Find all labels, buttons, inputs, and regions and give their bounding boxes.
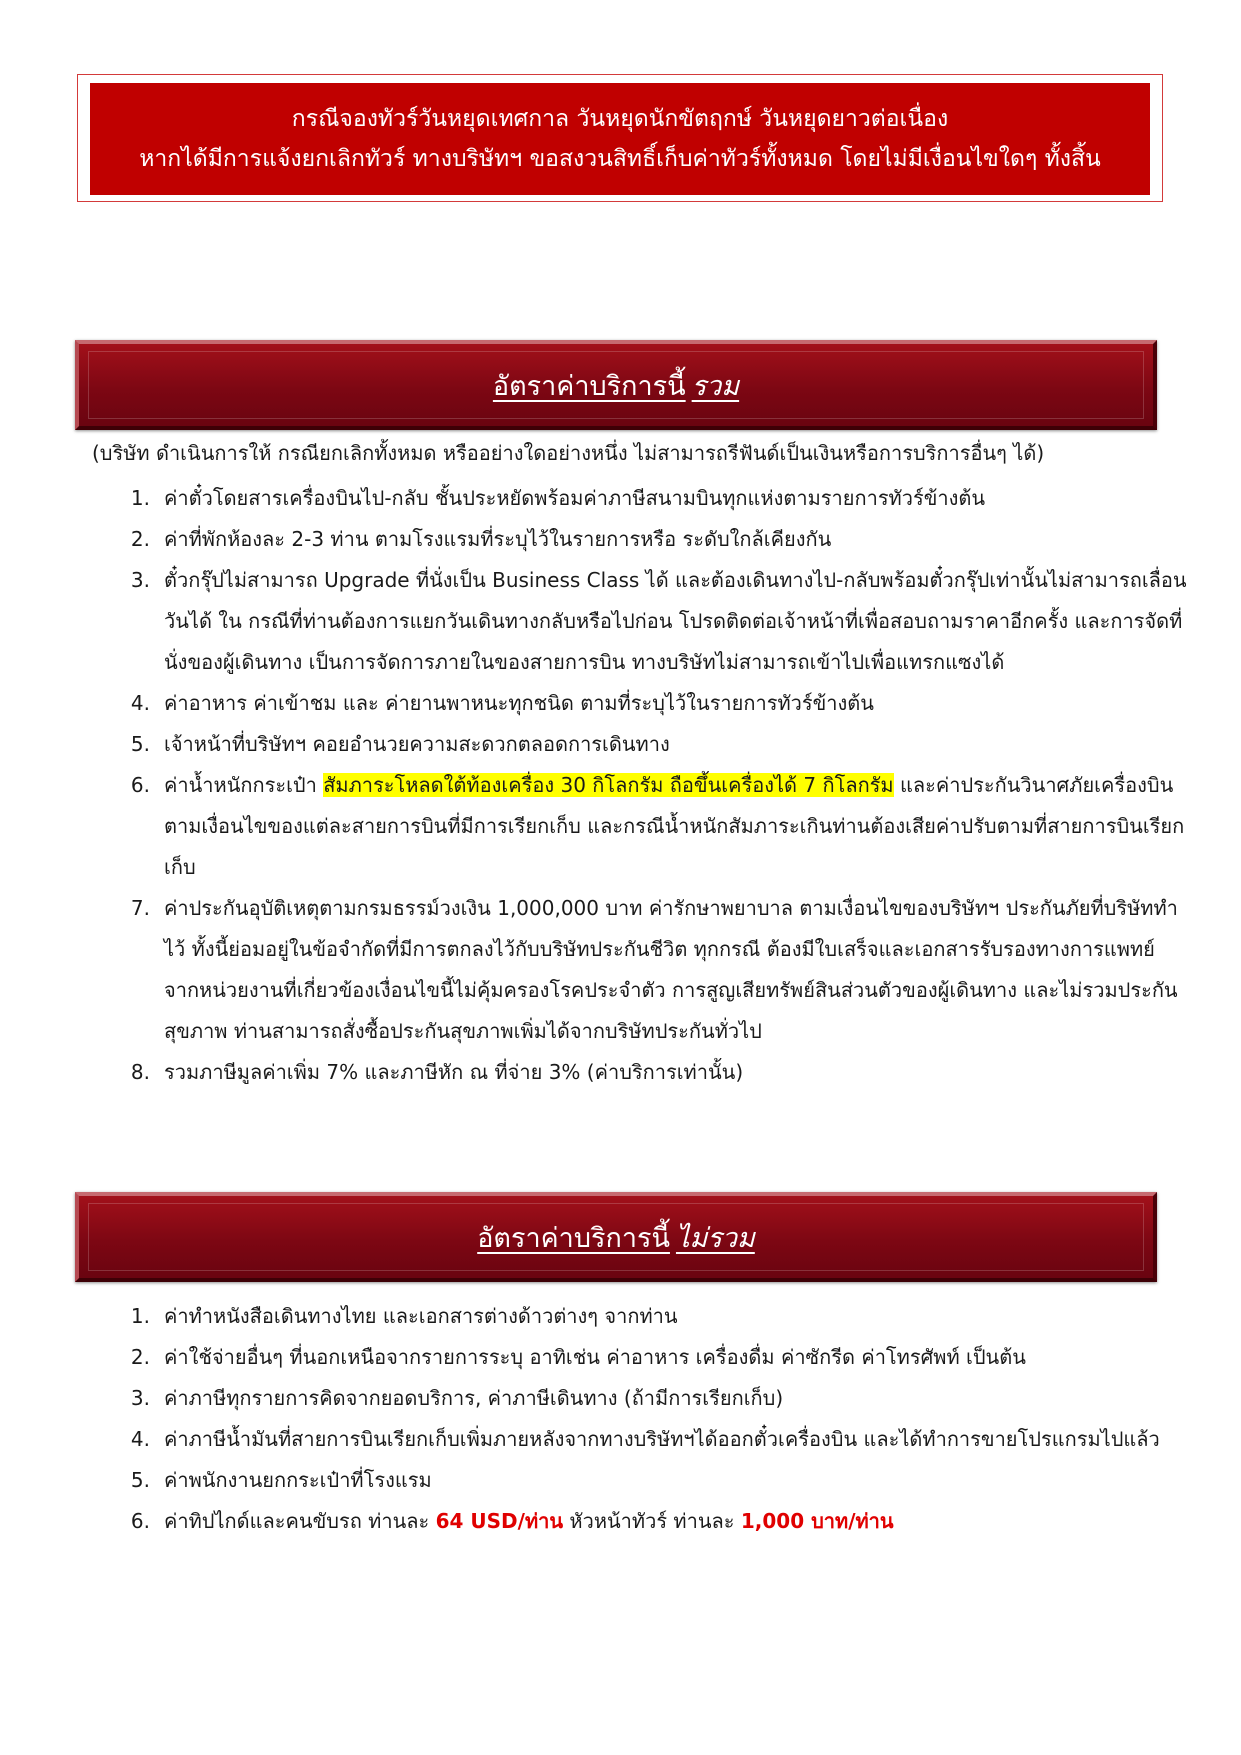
- item-text: ค่าอาหาร ค่าเข้าชม และ ค่ายานพาหนะทุกชนิด ตามที่ระบุไว้ในรายการทัวร์ข้างต้น: [164, 691, 874, 715]
- item-number: 5.: [130, 1468, 150, 1492]
- item-number: 2.: [130, 527, 150, 551]
- item-number: 3.: [130, 568, 150, 592]
- item-text: ค่าภาษีน้ำมันที่สายการบินเรียกเก็บเพิ่มภายหลังจากทางบริษัทฯได้ออกตั๋วเครื่องบิน และได้ทำการขายโปรแกรมไปแล้ว: [164, 1427, 1160, 1451]
- list-item: [108, 1337, 1188, 1378]
- guide-tip-amount: 64 USD/ท่าน: [435, 1509, 564, 1533]
- item-text: ค่าพนักงานยกกระเป๋าที่โรงแรม: [164, 1468, 432, 1492]
- item-number: 3.: [130, 1386, 150, 1410]
- excluded-list: [108, 1296, 1188, 1542]
- list-item: [108, 888, 1188, 1052]
- item-number: 1.: [130, 1304, 150, 1328]
- list-item: [108, 1419, 1188, 1460]
- item-text: ค่าที่พักห้องละ 2-3 ท่าน ตามโรงแรมที่ระบุไว้ในรายการหรือ ระดับใกล้เคียงกัน: [164, 527, 832, 551]
- list-item: [108, 1460, 1188, 1501]
- excluded-title-emphasis: ไม่รวม: [675, 1222, 755, 1254]
- baggage-text-pre: ค่าน้ำหนักกระเป๋า: [164, 773, 324, 797]
- item-text: ค่าตั๋วโดยสารเครื่องบินไป-กลับ ชั้นประหยัดพร้อมค่าภาษีสนามบินทุกแห่งตามรายการทัวร์ข้างต้น: [164, 486, 986, 510]
- cancellation-notice: [90, 83, 1150, 195]
- baggage-text-post: และค่าประกันวินาศภัยเครื่องบินตามเงื่อนไขของแต่ละสายการบินที่มีการเรียกเก็บ และกรณีน้ำหนักสัมภาระเกินท่านต้องเสียค่าปรับตามที่สายการบินเรียกเก็บ: [164, 773, 1185, 879]
- item-text: ค่าใช้จ่ายอื่นๆ ที่นอกเหนือจากรายการระบุ อาทิเช่น ค่าอาหาร เครื่องดื่ม ค่าซักรีด ค่าโทรศัพท์ เป็นต้น: [164, 1345, 1026, 1369]
- item-text: [164, 1501, 1188, 1542]
- item-text: เจ้าหน้าที่บริษัทฯ คอยอำนวยความสะดวกตลอดการเดินทาง: [164, 732, 670, 756]
- excluded-section-banner: [75, 1192, 1157, 1282]
- item-text: ค่าภาษีทุกรายการคิดจากยอดบริการ, ค่าภาษีเดินทาง (ถ้ามีการเรียกเก็บ): [164, 1386, 784, 1410]
- list-item: [108, 683, 1188, 724]
- list-item: [108, 1052, 1188, 1093]
- item-text: ค่าทำหนังสือเดินทางไทย และเอกสารต่างด้าวต่างๆ จากท่าน: [164, 1304, 678, 1328]
- item-number: 5.: [130, 732, 150, 756]
- notice-line-1: กรณีจองทัวร์วันหยุดเทศกาล วันหยุดนักขัตฤกษ์ วันหยุดยาวต่อเนื่อง: [291, 106, 949, 132]
- tour-leader-tip-amount: 1,000 บาท/ท่าน: [740, 1509, 894, 1533]
- item-number: 6.: [130, 773, 150, 797]
- item-text: รวมภาษีมูลค่าเพิ่ม 7% และภาษีหัก ณ ที่จ่าย 3% (ค่าบริการเท่านั้น): [164, 1060, 744, 1084]
- item-number: 4.: [130, 1427, 150, 1451]
- included-title-emphasis: รวม: [691, 370, 740, 402]
- item-number: 1.: [130, 486, 150, 510]
- list-item: [108, 1296, 1188, 1337]
- item-number: 6.: [130, 1509, 150, 1533]
- included-section-banner: [75, 340, 1157, 430]
- included-title-text: อัตราค่าบริการนี้: [492, 370, 686, 402]
- list-item: [108, 765, 1188, 888]
- notice-line-2: หากได้มีการแจ้งยกเลิกทัวร์ ทางบริษัทฯ ขอสงวนสิทธิ์เก็บค่าทัวร์ทั้งหมด โดยไม่มีเงื่อนไขใดๆ ทั้งสิ้น: [139, 146, 1101, 172]
- included-list: [108, 478, 1188, 1093]
- item-text: ค่าประกันอุบัติเหตุตามกรมธรรม์วงเงิน 1,000,000 บาท ค่ารักษาพยาบาล ตามเงื่อนไขของบริษัทฯ ประกันภัยที่บริษัททำไว้ ทั้งนี้ย่อมอยู่ในข้อจำกัดที่มีการตกลงไว้กับบริษัทประกันชีวิต ทุกกรณี ต้องมีใบเสร็จและเอกสารรับรองทางการแพทย์ จากหน่วยงานที่เกี่ยวข้องเงื่อนไขนี้ไม่คุ้มครองโรคประจำตัว การสูญเสียทรัพย์สินส่วนตัวของผู้เดินทาง และไม่รวมประกันสุขภาพ ท่านสามารถสั่งซื้อประกันสุขภาพเพิ่มได้จากบริษัทประกันทั่วไป: [164, 896, 1178, 1043]
- list-item: [108, 1501, 1188, 1542]
- included-section-title: [79, 344, 1153, 426]
- item-number: 2.: [130, 1345, 150, 1369]
- item-number: 8.: [130, 1060, 150, 1084]
- excluded-section-title: [79, 1196, 1153, 1278]
- list-item: [108, 478, 1188, 519]
- item-text: ตั๋วกรุ๊ปไม่สามารถ Upgrade ที่นั่งเป็น Business Class ได้ และต้องเดินทางไป-กลับพร้อมตั๋วกรุ๊ปเท่านั้นไม่สามารถเลื่อนวันได้ ใน กรณีที่ท่านต้องการแยกวันเดินทางกลับหรือไปก่อน โปรดติดต่อเจ้าหน้าที่เพื่อสอบถามราคาอีกครั้ง และการจัดที่นั่งของผู้เดินทาง เป็นการจัดการภายในของสายการบิน ทางบริษัทไม่สามารถเข้าไปเพื่อแทรกแซงได้: [164, 568, 1187, 674]
- baggage-allowance-highlight: สัมภาระโหลดใต้ท้องเครื่อง 30 กิโลกรัม ถือขึ้นเครื่องได้ 7 กิโลกรัม: [323, 773, 894, 797]
- list-item: [108, 519, 1188, 560]
- tip-text-pre: ค่าทิปไกด์และคนขับรถ ท่านละ: [164, 1509, 436, 1533]
- item-number: 7.: [130, 896, 150, 920]
- item-text: [164, 765, 1188, 888]
- list-item: [108, 1378, 1188, 1419]
- excluded-title-text: อัตราค่าบริการนี้: [477, 1222, 670, 1254]
- item-number: 4.: [130, 691, 150, 715]
- list-item: [108, 560, 1188, 683]
- list-item: [108, 724, 1188, 765]
- included-intro-note: (บริษัท ดำเนินการให้ กรณียกเลิกทั้งหมด หรืออย่างใดอย่างหนึ่ง ไม่สามารถรีฟันด์เป็นเงินหรือการบริการอื่นๆ ได้): [92, 441, 1045, 465]
- tip-text-mid: หัวหน้าทัวร์ ท่านละ: [563, 1509, 741, 1533]
